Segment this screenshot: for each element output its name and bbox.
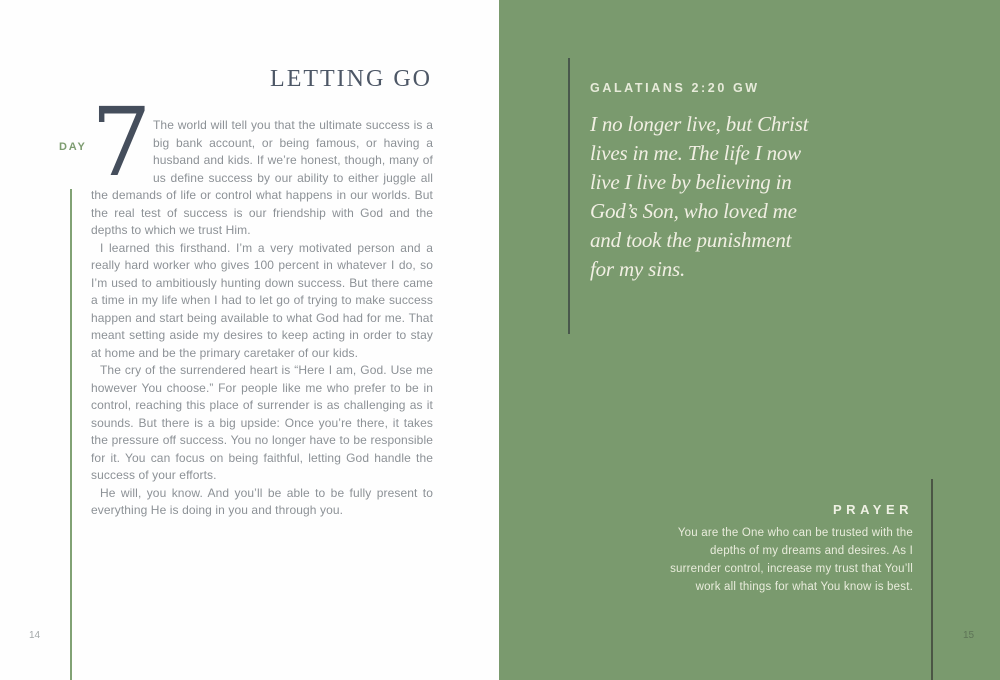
scripture-quote — [590, 110, 890, 284]
paragraph: He will, you know. And you’ll be able to be fully present to everything He is doing in you and through you. — [91, 485, 433, 517]
scripture-line: God’s Son, who loved me — [590, 199, 797, 223]
paragraph: The cry of the surrendered heart is “Here I am, God. Use me however You choose.” For people like me who prefer to be in control, reaching this place of surrender is as challenging as it sounds. But there is a big upside: Once you’re there, it takes the pressure off success. You no longer have to be responsible for it. You can focus on being faithful, letting God handle the success of your efforts. — [91, 363, 433, 482]
prayer-line: You are the One who can be trusted with the — [677, 527, 913, 539]
day-number — [91, 88, 153, 198]
prayer-text — [583, 524, 913, 596]
scripture-line: live I live by believing in — [590, 170, 792, 194]
day-vertical-rule — [70, 189, 72, 680]
scripture-line: and took the punishment — [590, 228, 792, 252]
prayer-line: surrender control, increase my trust that You’ll — [670, 563, 913, 575]
page-number-left: 14 — [29, 630, 41, 641]
day-number-glyph: 7 — [91, 88, 152, 198]
paragraph: The world will tell you that the ultimate success is a big bank account, or being famous, or having a husband and kids. If we’re honest, though, many of us define success by our ability to either juggle all the demands of life or control what happens in our worlds. But the real test of success is our friendship with God and the depths to which we trust Him. — [91, 118, 433, 237]
body-text — [91, 88, 433, 520]
left-page — [0, 0, 499, 680]
prayer-heading: PRAYER — [833, 502, 913, 517]
right-page — [499, 0, 1000, 680]
scripture-reference: GALATIANS 2:20 GW — [590, 81, 760, 95]
page-title: LETTING GO — [270, 66, 432, 92]
prayer-line: depths of my dreams and desires. As I — [710, 545, 913, 557]
day-label: DAY — [59, 141, 87, 153]
paragraph: I learned this firsthand. I’m a very motivated person and a really hard worker who gives 100 percent in whatever I do, so I’m used to ambitiously hunting down success. But there came a time in my life when I had to let go of trying to make success happen and start being available to what God had for me. That meant setting aside my desires to keep acting in order to stay at home and be the primary caretaker of our kids. — [91, 240, 433, 360]
scripture-line: lives in me. The life I now — [590, 141, 801, 165]
scripture-vertical-rule — [568, 58, 570, 334]
prayer-line: work all things for what You know is best. — [695, 581, 913, 593]
scripture-line: for my sins. — [590, 257, 686, 281]
page-number-right: 15 — [963, 630, 975, 641]
prayer-vertical-rule — [931, 479, 933, 680]
scripture-line: I no longer live, but Christ — [590, 112, 809, 136]
